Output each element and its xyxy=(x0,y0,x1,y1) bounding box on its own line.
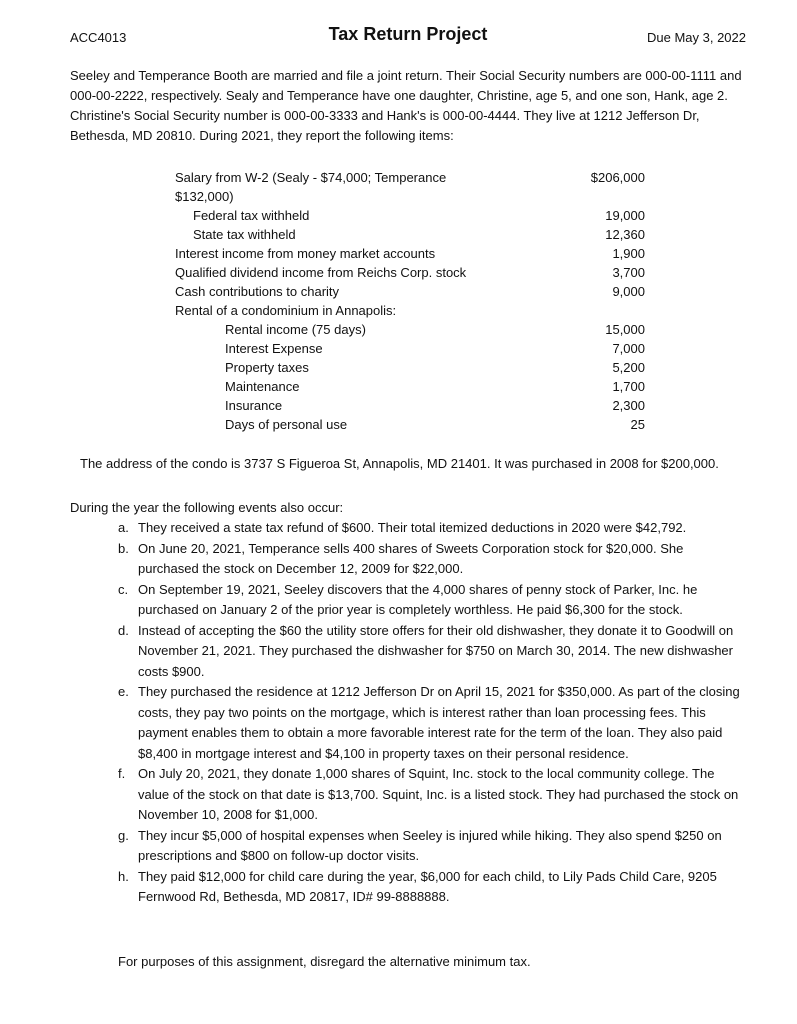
item-row-federal-withheld xyxy=(175,206,645,225)
event-text: On September 19, 2021, Seeley discovers that the 4,000 shares of penny stock of Parker, Inc. he purchased on January 2 of the prior year is completely worthless. He paid $6,300 for the stock. xyxy=(138,581,698,617)
intro-paragraph: Seeley and Temperance Booth are married and file a joint return. Their Social Security numbers are 000-00-1111 and 000-00-2222, respectively. Sealy and Temperance have one daughter, Christine, age 5, and one son, Hank, age 2. Christine's Social Security number is 000-00-3333 and Hank's is 000-00-4444. They live at 1212 Jefferson Dr, Bethesda, MD 20810. During 2021, they report the following items: xyxy=(70,68,742,143)
item-row-interest-income xyxy=(175,244,645,263)
event-item-g xyxy=(118,826,743,867)
events-list xyxy=(118,518,743,908)
item-amount: $206,000 xyxy=(590,170,645,185)
event-letter: c. xyxy=(118,581,129,597)
event-item-a xyxy=(118,518,743,539)
event-letter: g. xyxy=(118,827,129,843)
event-item-f xyxy=(118,764,743,826)
event-text: They received a state tax refund of $600. Their total itemized deductions in 2020 were $42,792. xyxy=(138,520,687,535)
item-label: Insurance xyxy=(225,398,283,413)
item-label: Property taxes xyxy=(225,360,309,375)
item-amount: 2,300 xyxy=(612,398,645,413)
item-row-interest-expense xyxy=(175,339,645,358)
item-amount: 15,000 xyxy=(605,322,645,337)
item-amount: 1,700 xyxy=(612,379,645,394)
item-label: Maintenance xyxy=(225,379,300,394)
item-label: Salary from W-2 (Sealy - $74,000; Temperance $132,000) xyxy=(175,170,447,204)
item-label: Days of personal use xyxy=(225,417,348,432)
item-row-rental-income xyxy=(175,320,645,339)
document-header xyxy=(70,24,746,50)
item-label: State tax withheld xyxy=(193,227,296,242)
item-amount: 7,000 xyxy=(612,341,645,356)
item-row-insurance xyxy=(175,396,645,415)
item-row-property-taxes xyxy=(175,358,645,377)
event-text: On June 20, 2021, Temperance sells 400 shares of Sweets Corporation stock for $20,000. She purchased the stock on December 12, 2009 for $22,000. xyxy=(138,540,684,576)
item-row-personal-use-days xyxy=(175,415,645,434)
event-text: Instead of accepting the $60 the utility store offers for their old dishwasher, they donate it to Goodwill on November 21, 2021. They purchased the dishwasher for $750 on March 30, 2014. The new dishwasher costs $900. xyxy=(138,622,734,679)
event-item-c xyxy=(118,580,743,621)
item-row-state-withheld xyxy=(175,225,645,244)
condo-address: The address of the condo is 3737 S Figueroa St, Annapolis, MD 21401. It was purchased in 2008 for $200,000. xyxy=(80,456,719,471)
item-row-rental-heading xyxy=(175,301,645,320)
item-label: Interest Expense xyxy=(225,341,323,356)
item-amount: 1,900 xyxy=(612,246,645,261)
course-code: ACC4013 xyxy=(70,30,127,45)
event-item-h xyxy=(118,867,743,908)
event-text: On July 20, 2021, they donate 1,000 shares of Squint, Inc. stock to the local community college. The value of the stock on that date is $13,700. Squint, Inc. is a listed stock. They had purchased the stock on November 10, 2008 for $1,000. xyxy=(138,766,739,822)
item-label: Rental income (75 days) xyxy=(225,322,366,337)
item-label: Federal tax withheld xyxy=(193,208,310,223)
item-row-salary xyxy=(175,168,645,206)
item-row-maintenance xyxy=(175,377,645,396)
events-intro: During the year the following events also occur: xyxy=(70,500,344,515)
item-amount: 12,360 xyxy=(605,227,645,242)
item-label: Rental of a condominium in Annapolis: xyxy=(175,303,397,318)
item-amount: 5,200 xyxy=(612,360,645,375)
items-table xyxy=(175,168,645,434)
page-title: Tax Return Project xyxy=(328,24,488,44)
item-row-dividend-income xyxy=(175,263,645,282)
event-item-b xyxy=(118,539,743,580)
event-letter: h. xyxy=(118,868,129,884)
event-letter: e. xyxy=(118,684,129,699)
item-row-charity xyxy=(175,282,645,301)
event-text: They purchased the residence at 1212 Jefferson Dr on April 15, 2021 for $350,000. As part of the closing costs, they pay two points on the mortgage, which is interest rather than loan processing fees. This payment enables them to obtain a more favorable interest rate for the term of the loan. They also paid $8,400 in mortgage interest and $4,100 in property taxes on their personal residence. xyxy=(138,684,740,761)
item-amount: 9,000 xyxy=(612,284,645,299)
event-item-e xyxy=(118,682,743,764)
item-label: Qualified dividend income from Reichs Corp. stock xyxy=(175,265,467,280)
event-letter: f. xyxy=(118,766,126,781)
event-letter: a. xyxy=(118,520,129,535)
item-amount: 3,700 xyxy=(612,265,645,280)
event-letter: b. xyxy=(118,540,129,556)
event-item-d xyxy=(118,621,743,683)
item-label: Interest income from money market accounts xyxy=(175,246,436,261)
due-date: Due May 3, 2022 xyxy=(646,30,746,45)
item-amount: 25 xyxy=(630,417,645,432)
disregard-note: For purposes of this assignment, disregard the alternative minimum tax. xyxy=(118,954,531,969)
item-label: Cash contributions to charity xyxy=(175,284,340,299)
event-letter: d. xyxy=(118,622,129,638)
item-amount: 19,000 xyxy=(605,208,645,223)
event-text: They incur $5,000 of hospital expenses when Seeley is injured while hiking. They also spend $250 on prescriptions and $800 on follow-up doctor visits. xyxy=(138,827,722,863)
event-text: They paid $12,000 for child care during the year, $6,000 for each child, to Lily Pads Child Care, 9205 Fernwood Rd, Bethesda, MD 20817, ID# 99-8888888. xyxy=(138,868,717,904)
